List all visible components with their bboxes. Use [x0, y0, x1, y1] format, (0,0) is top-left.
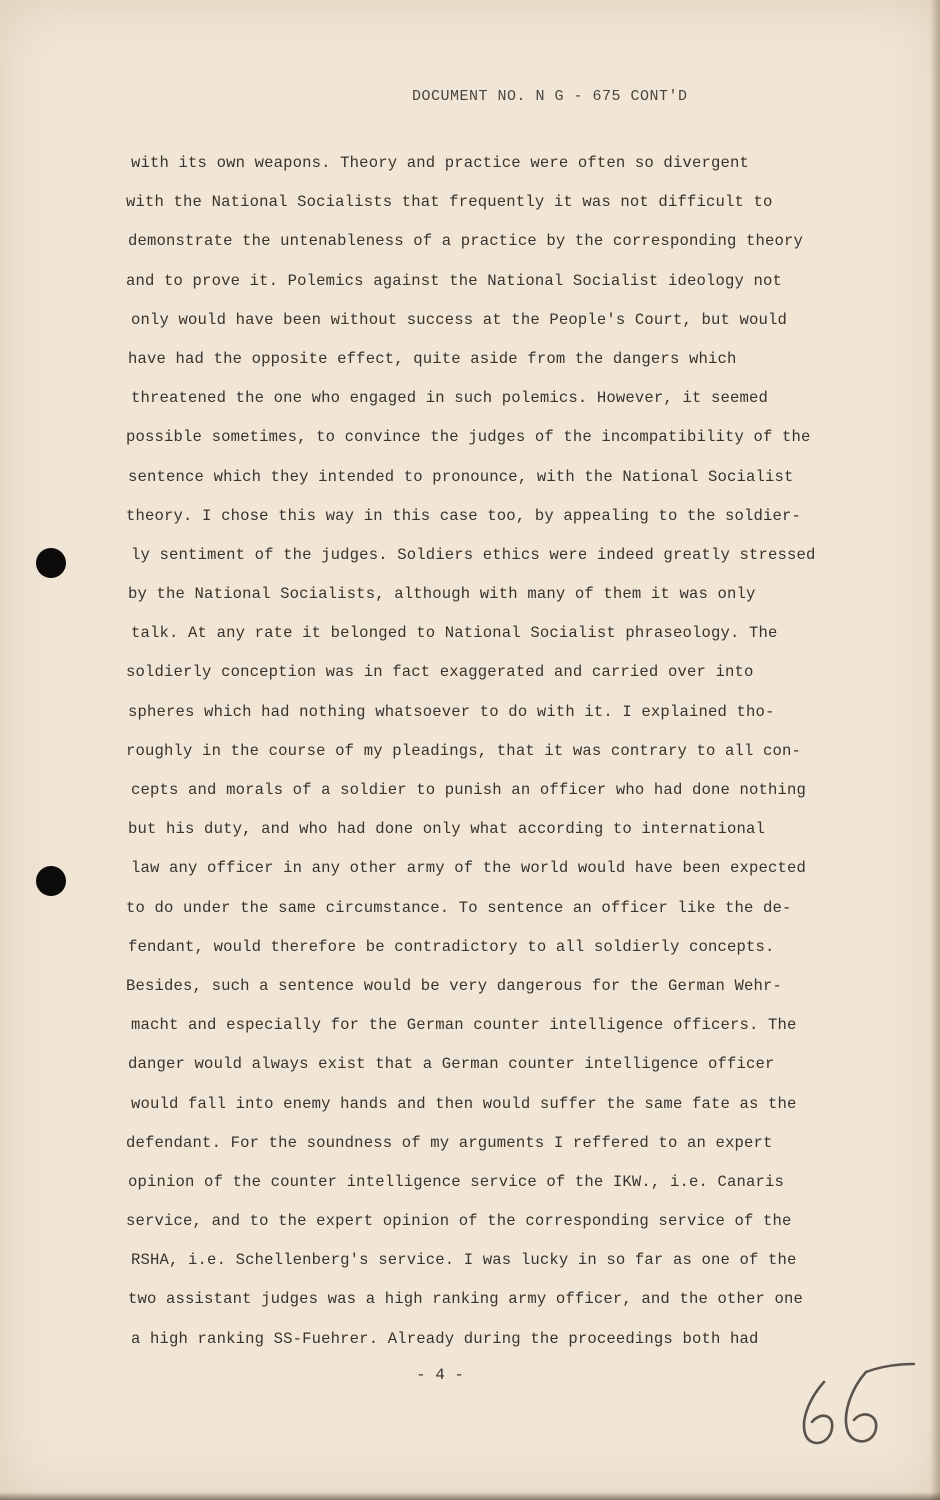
- text-line: to do under the same circumstance. To sentence an officer like the de-: [126, 898, 792, 917]
- text-line: fendant, would therefore be contradictory to all soldierly concepts.: [128, 937, 775, 956]
- page-edge-shadow: [930, 0, 940, 1500]
- text-line: a high ranking SS-Fuehrer. Already during the proceedings both had: [131, 1329, 759, 1348]
- handwritten-folio-number: [796, 1360, 920, 1450]
- text-line: and to prove it. Polemics against the National Socialist ideology not: [126, 271, 783, 290]
- text-line: by the National Socialists, although with many of them it was only: [128, 585, 756, 604]
- text-line: have had the opposite effect, quite aside from the dangers which: [128, 349, 737, 368]
- body-text: [126, 148, 836, 1363]
- text-line: opinion of the counter intelligence service of the IKW., i.e. Canaris: [128, 1172, 785, 1191]
- page-number: - 4 -: [416, 1366, 465, 1384]
- text-line: Besides, such a sentence would be very dangerous for the German Wehr-: [126, 976, 783, 995]
- text-line: but his duty, and who had done only what according to international: [128, 820, 766, 839]
- text-line: only would have been without success at the People's Court, but would: [131, 310, 788, 329]
- text-line: possible sometimes, to convince the judges of the incompatibility of the: [126, 428, 811, 447]
- text-line: would fall into enemy hands and then would suffer the same fate as the: [131, 1094, 797, 1113]
- text-line: roughly in the course of my pleadings, that it was contrary to all con-: [126, 741, 802, 760]
- text-line: spheres which had nothing whatsoever to do with it. I explained tho-: [128, 702, 775, 721]
- text-line: theory. I chose this way in this case too, by appealing to the soldier-: [126, 506, 802, 525]
- text-line: macht and especially for the German counter intelligence officers. The: [131, 1016, 797, 1035]
- text-line: cepts and morals of a soldier to punish an officer who had done nothing: [131, 781, 807, 799]
- text-line: talk. At any rate it belonged to National Socialist phraseology. The: [131, 624, 778, 643]
- text-line: two assistant judges was a high ranking army officer, and the other one: [128, 1290, 804, 1309]
- punch-hole: [36, 866, 66, 896]
- text-line: defendant. For the soundness of my arguments I reffered to an expert: [126, 1133, 773, 1152]
- page-edge-shadow: [0, 1492, 940, 1500]
- text-line: with the National Socialists that frequently it was not difficult to: [126, 193, 773, 212]
- text-line: demonstrate the untenableness of a practice by the corresponding theory: [128, 232, 804, 251]
- text-line: soldierly conception was in fact exaggerated and carried over into: [126, 663, 754, 682]
- text-line: sentence which they intended to pronounce, with the National Socialist: [128, 467, 794, 486]
- document-reference-header: DOCUMENT NO. N G - 675 CONT'D: [412, 88, 688, 105]
- text-line: threatened the one who engaged in such polemics. However, it seemed: [131, 389, 769, 408]
- text-line: danger would always exist that a German counter intelligence officer: [128, 1055, 775, 1074]
- text-line: RSHA, i.e. Schellenberg's service. I was lucky in so far as one of the: [131, 1251, 797, 1270]
- text-line: law any officer in any other army of the world would have been expected: [131, 859, 807, 878]
- text-line: service, and to the expert opinion of the corresponding service of the: [126, 1212, 792, 1231]
- text-line: with its own weapons. Theory and practice were often so divergent: [131, 154, 750, 172]
- punch-hole: [36, 548, 66, 578]
- text-line: ly sentiment of the judges. Soldiers ethics were indeed greatly stressed: [131, 545, 816, 564]
